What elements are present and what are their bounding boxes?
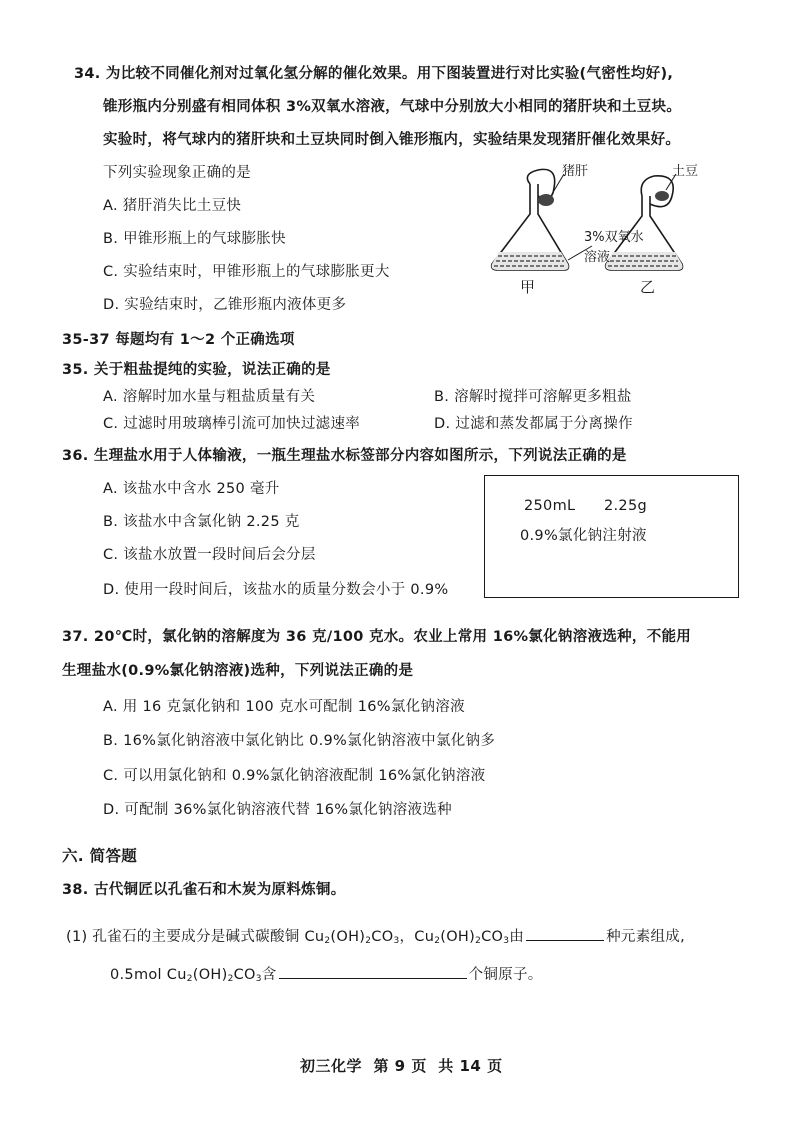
q38-sub1-by: 由	[509, 929, 525, 945]
q34-stem-line2: 锥形瓶内分别盛有相同体积 3%双氧水溶液，气球中分别放大小相同的猪肝块和土豆块。	[103, 99, 682, 115]
figure-label-flask-b: 乙	[640, 278, 656, 296]
formula-co: CO	[481, 929, 504, 945]
formula-malachite	[304, 929, 399, 945]
q36-option-b: B. 该盐水中含氯化钠 2.25 克	[103, 514, 300, 530]
q35-option-a: A. 溶解时加水量与粗盐质量有关	[103, 389, 316, 405]
formula-subscript-2: 2	[434, 936, 441, 946]
formula-oh: (OH)	[440, 929, 476, 945]
formula-oh: (OH)	[192, 967, 228, 983]
figure-label-potato: 土豆	[672, 164, 699, 179]
saline-label-volume: 250mL	[524, 498, 576, 514]
q38-stem: 38. 古代铜匠以孔雀石和木炭为原料炼铜。	[62, 882, 346, 898]
section-heading: 六. 简答题	[62, 847, 138, 865]
q37-stem-line2: 生理盐水(0.9%氯化钠溶液)选种，下列说法正确的是	[62, 663, 414, 679]
liver-piece	[538, 194, 554, 206]
potato-piece	[655, 191, 669, 201]
formula-co: CO	[371, 929, 394, 945]
q38-subquestion-1	[66, 924, 685, 951]
formula-malachite	[167, 967, 262, 983]
formula-co: CO	[233, 967, 256, 983]
formula-oh: (OH)	[330, 929, 366, 945]
q35-option-b: B. 溶解时搅拌可溶解更多粗盐	[434, 389, 632, 405]
q37-option-b: B. 16%氯化钠溶液中氯化钠比 0.9%氯化钠溶液中氯化钠多	[103, 733, 496, 749]
formula-subscript-3: 3	[503, 936, 510, 946]
q37-option-a: A. 用 16 克氯化钠和 100 克水可配制 16%氯化钠溶液	[103, 699, 465, 715]
formula-subscript-2: 2	[324, 936, 331, 946]
q36-stem: 36. 生理盐水用于人体输液，一瓶生理盐水标签部分内容如图所示，下列说法正确的是	[62, 448, 627, 464]
flask-a-liquid	[492, 252, 569, 270]
formula-subscript-2: 2	[475, 936, 482, 946]
saline-label-name: 0.9%氯化钠注射液	[520, 528, 647, 544]
q34-stem-line4: 下列实验现象正确的是	[103, 165, 251, 181]
formula-subscript-3: 3	[255, 974, 262, 984]
formula-cu: Cu	[414, 929, 435, 945]
q34-option-a: A. 猪肝消失比土豆快	[103, 198, 242, 214]
q38-sub2-suffix: 个铜原子。	[468, 967, 543, 983]
q34-option-b: B. 甲锥形瓶上的气球膨胀快	[103, 231, 286, 247]
formula-cu: Cu	[166, 967, 187, 983]
formula-cu: Cu	[304, 929, 325, 945]
q35-option-d: D. 过滤和蒸发都属于分离操作	[434, 416, 633, 432]
q38-sub1-intro: (1) 孔雀石的主要成分是碱式碳酸铜	[66, 929, 305, 945]
q38-sub2-amount: 0.5mol	[110, 967, 167, 983]
q36-option-a: A. 该盐水中含水 250 毫升	[103, 481, 280, 497]
q37-option-d: D. 可配制 36%氯化钠溶液代替 16%氯化钠溶液选种	[103, 802, 452, 818]
q35-option-c: C. 过滤时用玻璃棒引流可加快过滤速率	[103, 416, 361, 432]
section-note: 35-37 每题均有 1～2 个正确选项	[62, 332, 295, 348]
q38-sub1-comma: ，	[399, 929, 415, 945]
formula-subscript-2: 2	[186, 974, 193, 984]
figure-label-solution-line1: 3%双氧水	[584, 230, 644, 245]
q34-option-c: C. 实验结束时，甲锥形瓶上的气球膨胀更大	[103, 264, 390, 280]
formula-subscript-3: 3	[393, 936, 400, 946]
saline-label-mass: 2.25g	[604, 498, 647, 514]
figure-label-liver: 猪肝	[562, 164, 589, 179]
answer-blank-copper-atoms[interactable]	[279, 962, 467, 979]
answer-blank-element-count[interactable]	[526, 924, 604, 941]
q38-sub2-contains: 含	[261, 967, 277, 983]
page-footer: 初三化学 第 9 页 共 14 页	[300, 1057, 503, 1075]
q35-stem: 35. 关于粗盐提纯的实验，说法正确的是	[62, 362, 331, 378]
q38-sub1-suffix: 种元素组成,	[606, 929, 686, 945]
q37-stem-line1: 37. 20℃时，氯化钠的溶解度为 36 克/100 克水。农业上常用 16%氯化钠溶液选种，不能用	[62, 629, 692, 645]
q34-stem-line3: 实验时，将气球内的猪肝块和土豆块同时倒入锥形瓶内，实验结果发现猪肝催化效果好。	[103, 132, 681, 148]
flask-b-liquid	[606, 252, 683, 270]
figure-label-flask-a: 甲	[520, 278, 536, 296]
q34-option-d: D. 实验结束时，乙锥形瓶内液体更多	[103, 297, 347, 313]
formula-subscript-2: 2	[365, 936, 372, 946]
q37-option-c: C. 可以用氯化钠和 0.9%氯化钠溶液配制 16%氯化钠溶液	[103, 768, 486, 784]
q36-option-c: C. 该盐水放置一段时间后会分层	[103, 547, 316, 563]
q38-subquestion-1-line2	[110, 962, 543, 989]
figure-label-solution-line2: 溶液	[584, 250, 611, 265]
formula-malachite	[414, 929, 509, 945]
formula-subscript-2: 2	[227, 974, 234, 984]
q36-option-d: D. 使用一段时间后，该盐水的质量分数会小于 0.9%	[103, 582, 449, 598]
q34-stem-line1: 34. 为比较不同催化剂对过氧化氢分解的催化效果。用下图装置进行对比实验(气密性均好),	[74, 66, 674, 82]
